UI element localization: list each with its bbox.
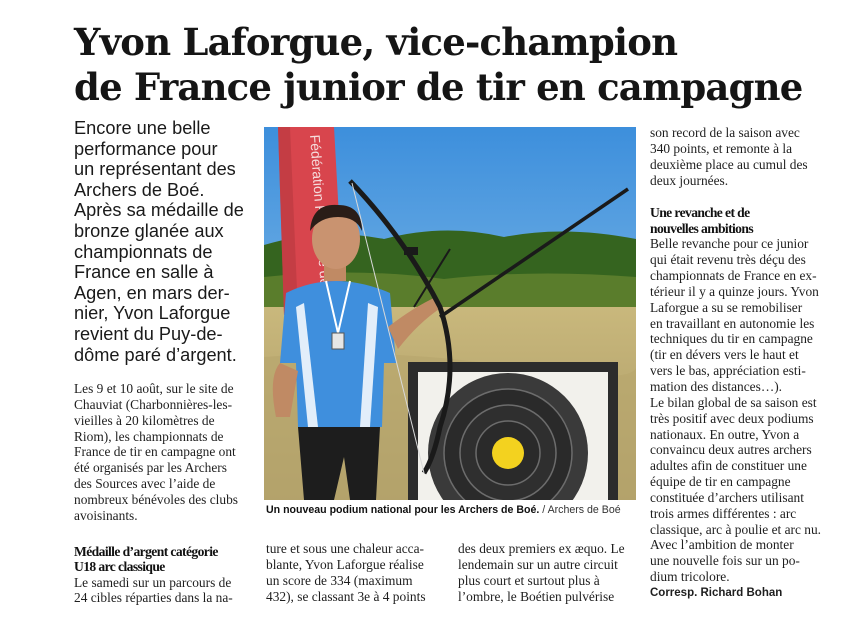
lede-line: championnats de	[74, 241, 213, 262]
lede-line: revient du Puy-de-	[74, 323, 223, 344]
lede-line: Archers de Boé.	[74, 179, 205, 200]
target-bullseye	[492, 437, 524, 469]
article-photo	[264, 127, 636, 500]
body-line: l’ombre, le Boétien pulvérise	[458, 588, 615, 604]
lede-line: Agen, en mars der-	[74, 282, 230, 303]
headline	[74, 20, 803, 110]
photo-credit: / Archers de Boé	[542, 504, 621, 516]
body-line: équipe de tir en campagne	[650, 474, 791, 490]
banner-text: Fédération	[307, 134, 328, 202]
article-column-4	[650, 125, 822, 602]
body-line: Avec l’ambition de monter	[650, 537, 794, 553]
jersey	[280, 281, 396, 427]
body-line: adultes afin de constituer une	[650, 458, 807, 474]
headline-line-2: de France junior de tir en campagne	[74, 65, 803, 109]
body-line: des deux premiers ex æquo. Le	[458, 541, 625, 556]
headline-line-1: Yvon Laforgue, vice-champion	[74, 20, 678, 64]
body-line: vieilles à 20 kilomètres de	[74, 412, 215, 428]
body-line: Le bilan global de sa saison est	[650, 394, 817, 410]
article-column-2	[266, 541, 446, 604]
body-line: deux journées.	[650, 172, 729, 188]
body-line: Riom), les championnats de	[74, 428, 224, 444]
article-column-3	[458, 541, 636, 604]
body-line: Les 9 et 10 août, sur le site de	[74, 381, 234, 396]
body-line: nombreux bénévoles des clubs	[74, 491, 238, 507]
body-line: son record de la saison avec	[650, 125, 800, 140]
body-line: avoisinants.	[74, 507, 138, 523]
body-line: classique, arc à poulie et arc nu.	[650, 521, 822, 537]
lede-line: Encore une belle	[74, 118, 211, 138]
body-line: vers le bas, appréciation esti-	[650, 363, 806, 379]
body-line: 340 points, et remonte à la	[650, 140, 793, 156]
body-line: Belle revanche pour ce junior	[650, 236, 809, 252]
body-line: été organisés par les Archers	[74, 460, 227, 476]
lede-line: Après sa médaille de	[74, 200, 244, 221]
lede-line: bronze glanée aux	[74, 220, 224, 241]
subheading: Une revanche et de	[650, 205, 750, 221]
lede-line: France en salle à	[74, 262, 214, 283]
article-column-1	[74, 381, 250, 606]
body-line: 432), se classant 3e à 4 points	[266, 588, 426, 604]
lede-line: performance pour	[74, 138, 218, 159]
body-line: trois armes différentes : arc	[650, 505, 797, 521]
body-line: térieur il y a quinze jours. Yvon	[650, 283, 819, 299]
body-line: en travaillant en autonomie les	[650, 315, 815, 331]
subheading: U18 arc classique	[74, 559, 165, 575]
body-line: très positif avec deux podiums	[650, 410, 814, 426]
lede-line: dôme paré d’argent.	[74, 344, 237, 365]
body-line: une nouvelle fois sur un po-	[650, 553, 800, 569]
lede-line: un représentant des	[74, 159, 236, 180]
lede-paragraph	[74, 118, 260, 365]
body-line: des Sources avec l’aide de	[74, 476, 216, 492]
subheading: nouvelles ambitions	[650, 220, 754, 236]
body-line: France de tir en campagne ont	[74, 444, 236, 460]
body-line: (tir en dévers vers le haut et	[650, 347, 799, 363]
body-line: techniques du tir en campagne	[650, 331, 813, 347]
body-line: nationaux. En outre, Yvon a	[650, 426, 800, 442]
body-line: convaincu deux autres archers	[650, 442, 812, 458]
subheading: Médaille d’argent catégorie	[74, 543, 218, 559]
lede-line: nier, Yvon Laforgue	[74, 303, 231, 324]
body-line: blante, Yvon Laforgue réalise	[266, 556, 424, 572]
author-signature: Corresp. Richard Bohan	[650, 586, 783, 599]
body-line: un score de 334 (maximum	[266, 572, 413, 588]
body-line: lendemain sur un autre circuit	[458, 556, 618, 572]
body-line: 24 cibles réparties dans la na-	[74, 590, 233, 606]
body-line: Laforgue a su se remobiliser	[650, 299, 803, 315]
body-line: constituée d’archers utilisant	[650, 489, 804, 505]
photo-caption	[266, 503, 638, 517]
body-line: qui était revenu très déçu des	[650, 252, 806, 268]
caption-text: Un nouveau podium national pour les Archers de Boé.	[266, 504, 540, 516]
body-line: championnats de France en ex-	[650, 268, 817, 284]
body-line: dium tricolore.	[650, 569, 730, 585]
body-line: Chauviat (Charbonnières-les-	[74, 396, 233, 412]
body-line: Le samedi sur un parcours de	[74, 574, 232, 590]
body-line: mation des distances…).	[650, 378, 783, 394]
body-line: deuxième place au cumul des	[650, 156, 808, 172]
body-line: ture et sous une chaleur acca-	[266, 541, 425, 556]
body-line: plus court et surtout plus à	[458, 572, 600, 588]
